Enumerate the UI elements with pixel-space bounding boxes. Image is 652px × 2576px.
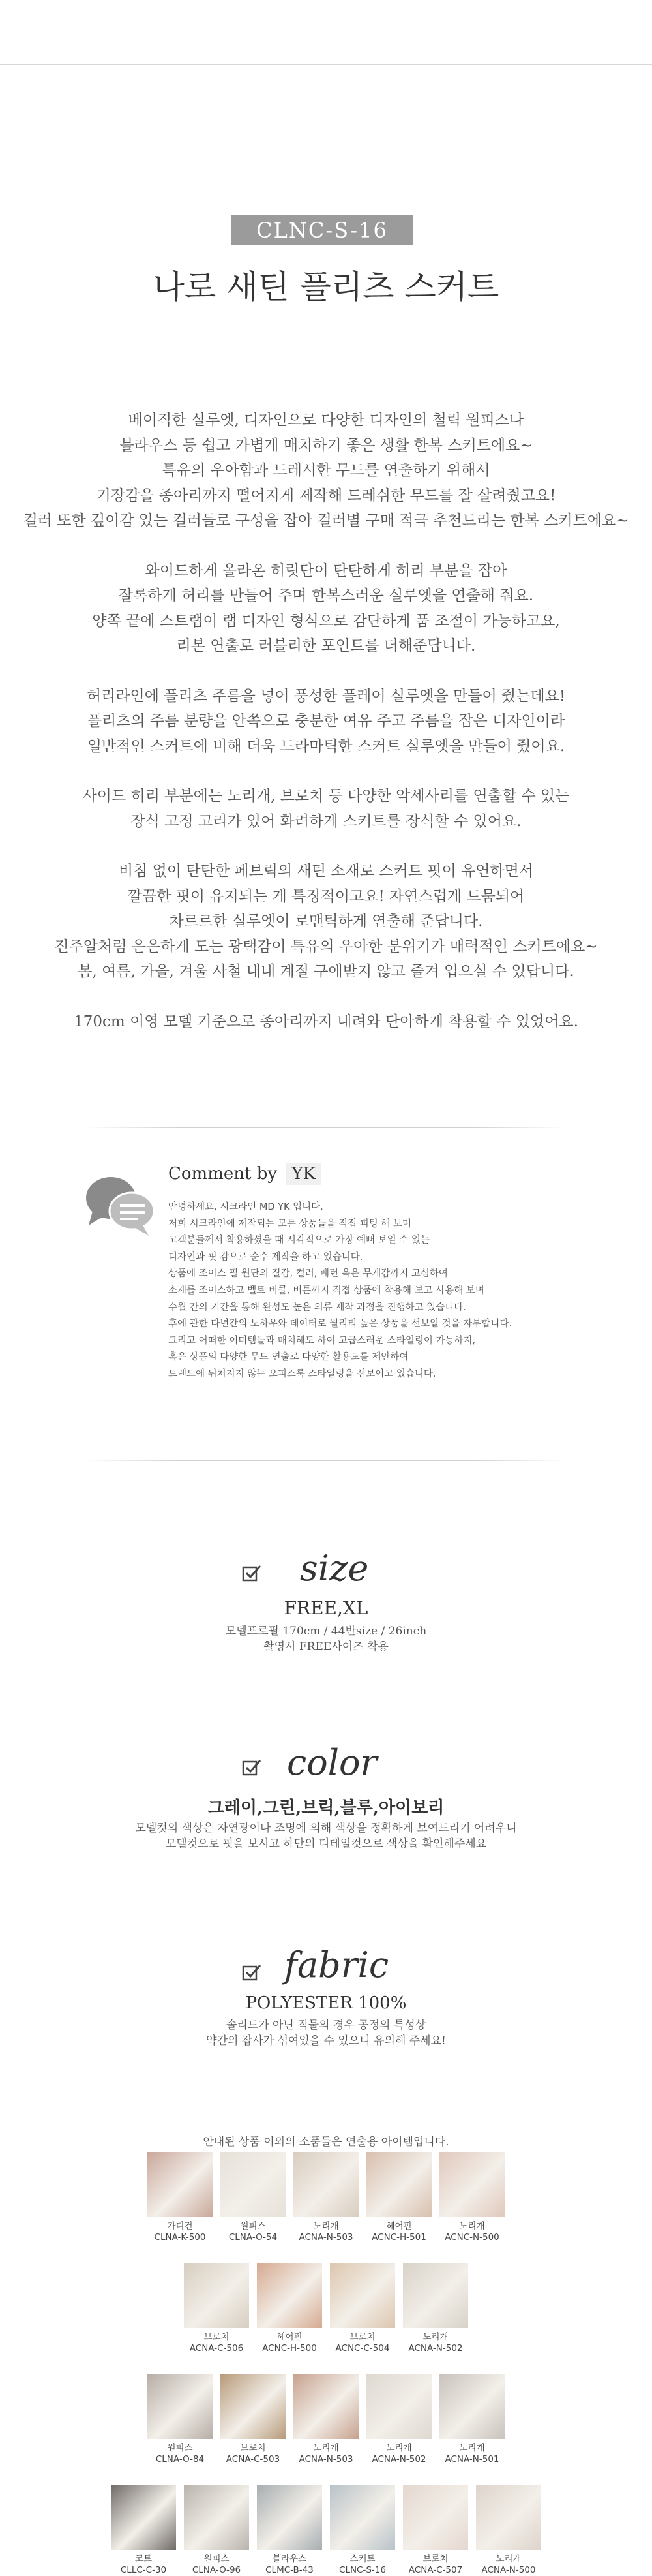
product-thumbnail[interactable]: [220, 2152, 286, 2217]
size-check-icon: [241, 1563, 262, 1584]
description-paragraph: [13, 1009, 639, 1035]
color-check-icon: [241, 1757, 262, 1778]
product-thumbnail[interactable]: [330, 2263, 395, 2328]
comment-line: 수월 간의 기간을 통해 완성도 높은 의류 제작 과정을 진행하고 있습니다.: [168, 1302, 466, 1313]
product-card[interactable]: [439, 2374, 505, 2465]
product-name: 블라우스: [272, 2554, 307, 2564]
product-code: CLNA-O-96: [192, 2565, 241, 2575]
description-line: 사이드 허리 부분에는 노리개, 브로치 등 다양한 악세사리를 연출할 수 있는: [82, 788, 570, 805]
comment-line: 소재를 조이스하고 벨트 버클, 버튼까지 직접 상품에 착용해 보고 사용해 보며: [168, 1285, 484, 1296]
product-code: CLNA-O-54: [228, 2232, 278, 2243]
fabric-main: POLYESTER 100%: [245, 1993, 407, 2013]
product-thumbnail[interactable]: [257, 2263, 322, 2328]
product-name: 노리개: [313, 2443, 339, 2453]
description-line: 기장감을 종아리까지 떨어지게 제작해 드레쉬한 무드를 잘 살려줬고요!: [96, 487, 556, 504]
product-name: 노리개: [422, 2332, 449, 2342]
fabric-sub-line: 약간의 잡사가 섞여있을 수 있으니 유의해 주세요!: [206, 2034, 446, 2047]
product-card[interactable]: [184, 2485, 249, 2576]
comment-line: 트렌드에 뒤처지지 않는 오피스룩 스타일링을 선보이고 있습니다.: [168, 1368, 436, 1379]
product-card[interactable]: [330, 2263, 395, 2354]
product-thumbnail[interactable]: [220, 2374, 286, 2439]
product-code: CLNA-K-500: [154, 2232, 206, 2243]
description-paragraph: [13, 684, 639, 759]
description-paragraph: [13, 784, 639, 834]
comment-label: Comment by: [168, 1164, 278, 1184]
color-title: color: [287, 1742, 378, 1783]
products-notice: 안내된 상품 이외의 소품들은 연출용 아이템입니다.: [203, 2136, 449, 2149]
description-line: 진주알처럼 은은하게 도는 광택감이 특유의 우아한 분위기가 매력적인 스커트에요~: [54, 938, 598, 955]
product-code: ACNC-C-504: [335, 2343, 390, 2354]
size-main: FREE,XL: [284, 1597, 368, 1619]
product-thumbnail[interactable]: [330, 2485, 395, 2550]
product-code: ACNA-N-501: [445, 2454, 499, 2464]
product-thumbnail[interactable]: [111, 2485, 176, 2550]
color-sub-line: 모델컷으로 핏을 보시고 하단의 디테일컷으로 색상을 확인해주세요: [165, 1837, 487, 1850]
size-title: size: [300, 1548, 369, 1589]
description-line: 170cm 이영 모델 기준으로 종아리까지 내려와 단아하게 착용할 수 있었어요.: [74, 1013, 578, 1030]
product-card[interactable]: [476, 2485, 541, 2576]
comment-heading: [168, 1163, 321, 1185]
product-name: 스커트: [349, 2554, 376, 2564]
product-name: 헤어핀: [386, 2221, 412, 2231]
product-name: 원피스: [240, 2221, 266, 2231]
product-code: ACNA-N-503: [299, 2232, 353, 2243]
comment-body: [168, 1199, 625, 1383]
size-sub: [0, 1623, 652, 1655]
product-card[interactable]: [147, 2374, 213, 2465]
product-thumbnail[interactable]: [293, 2374, 359, 2439]
product-card[interactable]: [147, 2152, 213, 2243]
size-sub-line: 모델프로필 170cm / 44반size / 26inch: [225, 1625, 427, 1638]
comment-line: 후에 관한 다년간의 노하우와 데이터로 월리티 높은 상품을 선보일 것을 자부합니다.: [168, 1319, 512, 1330]
product-thumbnail[interactable]: [439, 2152, 505, 2217]
size-sub-line: 촬영시 FREE사이즈 착용: [263, 1640, 389, 1653]
product-thumbnail[interactable]: [184, 2263, 249, 2328]
description-paragraph: [13, 859, 639, 985]
product-thumbnail[interactable]: [184, 2485, 249, 2550]
description-line: 장식 고정 고리가 있어 화려하게 스커트를 장식할 수 있어요.: [130, 812, 522, 830]
description-line: 플리츠의 주름 분량을 안쪽으로 충분한 여유 주고 주름을 잡은 디자인이라: [87, 713, 565, 729]
product-name: 가디건: [167, 2221, 193, 2231]
description-line: 일반적인 스커트에 비해 더욱 드라마틱한 스커트 실루엣을 만들어 줬어요.: [87, 737, 565, 755]
description-line: 리본 연출로 러블리한 포인트를 더해준답니다.: [176, 637, 476, 654]
description-line: 깔끔한 핏이 유지되는 게 특징적이고요! 자연스럽게 드뭄되어: [127, 887, 525, 905]
product-card[interactable]: [293, 2374, 359, 2465]
product-description: [13, 408, 639, 1059]
description-paragraph: [13, 408, 639, 534]
product-name: 원피스: [203, 2554, 230, 2564]
product-code: ACNC-H-501: [372, 2232, 426, 2243]
description-paragraph: [13, 559, 639, 659]
description-line: 베이직한 실루엣, 디자인으로 다양한 디자인의 철릭 원피스나: [128, 412, 524, 429]
product-card[interactable]: [220, 2152, 286, 2243]
product-thumbnail[interactable]: [476, 2485, 541, 2550]
product-thumbnail[interactable]: [293, 2152, 359, 2217]
product-card[interactable]: [366, 2374, 432, 2465]
product-name: 노리개: [496, 2554, 522, 2564]
fabric-sub: [0, 2017, 652, 2049]
product-code: CLMC-B-43: [265, 2565, 314, 2575]
product-code: ACNC-N-500: [445, 2232, 499, 2243]
fabric-check-icon: [241, 1962, 262, 1983]
product-name: 노리개: [459, 2221, 485, 2231]
product-thumbnail[interactable]: [403, 2263, 468, 2328]
product-code: ACNC-H-500: [262, 2343, 317, 2354]
comment-line: 혹은 상품의 다양한 무드 연출로 다양한 활용도를 제안하여: [168, 1352, 409, 1363]
comment-bottom-divider: [85, 1460, 567, 1461]
product-code: ACNA-N-502: [408, 2343, 463, 2354]
product-card[interactable]: [403, 2485, 468, 2576]
description-line: 봄, 여름, 가을, 겨울 사철 내내 계절 구애받지 않고 즐겨 입으실 수 있답니다.: [78, 963, 574, 980]
product-title: 나로 새틴 플리츠 스커트: [153, 268, 499, 306]
product-thumbnail[interactable]: [257, 2485, 322, 2550]
product-code: ACNA-N-503: [299, 2454, 353, 2464]
product-card[interactable]: [257, 2485, 322, 2576]
color-sub-line: 모델컷의 색상은 자연광이나 조명에 의해 색상을 정확하게 보여드리기 어려우니: [135, 1822, 517, 1835]
description-line: 블라우스 등 쉽고 가볍게 매치하기 좋은 생활 한복 스커트에요~: [119, 437, 533, 454]
comment-line: 안녕하세요, 시크라인 MD YK 입니다.: [168, 1202, 323, 1212]
fabric-title: fabric: [284, 1944, 389, 1986]
product-thumbnail[interactable]: [147, 2374, 213, 2439]
product-card[interactable]: [330, 2485, 395, 2576]
product-card[interactable]: [439, 2152, 505, 2243]
comment-line: 고객분들께서 착용하셨을 때 시각적으로 가장 예뻐 보일 수 있는: [168, 1235, 430, 1246]
product-name: 원피스: [167, 2443, 193, 2453]
product-code: CLLC-C-30: [120, 2565, 167, 2575]
description-line: 양쪽 끝에 스트랩이 랩 디자인 형식으로 감단하게 품 조절이 가능하고요,: [92, 612, 560, 630]
comment-line: 그리고 어떠한 이미템들과 매치해도 하여 고급스러운 스타일링이 가능하지,: [168, 1335, 476, 1346]
product-name: 브로치: [240, 2443, 266, 2453]
product-card[interactable]: [111, 2485, 176, 2576]
product-thumbnail[interactable]: [147, 2152, 213, 2217]
description-line: 특유의 우아함과 드레시한 무드를 연출하기 위해서: [162, 462, 490, 479]
description-line: 차르르한 실루엣이 로맨틱하게 연출해 준답니다.: [169, 913, 483, 930]
product-code: ACNA-N-502: [372, 2454, 426, 2464]
comment-bubbles-icon: [83, 1173, 156, 1238]
product-code: ACNA-N-500: [481, 2565, 536, 2575]
product-name: 브로치: [349, 2332, 376, 2342]
product-name: 브로치: [422, 2554, 449, 2564]
comment-top-divider: [85, 1127, 567, 1128]
product-card[interactable]: [293, 2152, 359, 2243]
product-thumbnail[interactable]: [439, 2374, 505, 2439]
description-line: 허리라인에 플리츠 주름을 넣어 풍성한 플레어 실루엣을 만들어 줬는데요!: [86, 687, 566, 705]
product-card[interactable]: [403, 2263, 468, 2354]
product-code: CLNA-O-84: [155, 2454, 205, 2464]
product-name: 코트: [134, 2554, 153, 2564]
comment-line: 상품에 조이스 필 원단의 질감, 컬러, 패턴 옥은 무게감까지 고심하여: [168, 1268, 448, 1280]
product-card[interactable]: [220, 2374, 286, 2465]
product-thumbnail[interactable]: [403, 2485, 468, 2550]
product-code: ACNA-C-506: [189, 2343, 244, 2354]
product-code: ACNA-C-503: [226, 2454, 280, 2464]
comment-line: 저희 시크라인에 제작되는 모든 상품들을 직접 피팅 해 보며: [168, 1218, 412, 1229]
comment-author: YK: [286, 1163, 321, 1185]
color-main: 그레이,그린,브릭,블루,아이보리: [207, 1798, 445, 1818]
product-code: CLNC-S-16: [339, 2565, 386, 2575]
product-thumbnail[interactable]: [366, 2152, 432, 2217]
comment-line: 디자인과 핏 감으로 순수 제작을 하고 있습니다.: [168, 1251, 363, 1263]
description-line: 와이드하게 올라온 허릿단이 탄탄하게 허리 부분을 잡아: [145, 562, 507, 579]
color-sub: [0, 1820, 652, 1852]
product-name: 노리개: [386, 2443, 412, 2453]
top-divider: [0, 64, 652, 65]
product-name: 헤어핀: [276, 2332, 303, 2342]
description-line: 컬러 또한 깊이감 있는 컬러들로 구성을 잡아 컬러별 구매 적극 추천드리는 한복 스커트에요~: [23, 512, 629, 529]
product-code-badge: CLNC-S-16: [231, 215, 413, 245]
product-name: 브로치: [203, 2332, 230, 2342]
description-line: 비침 없이 탄탄한 페브릭의 새틴 소재로 스커트 핏이 유연하면서: [118, 863, 534, 880]
product-card[interactable]: [184, 2263, 249, 2354]
product-thumbnail[interactable]: [366, 2374, 432, 2439]
product-code: ACNA-C-507: [408, 2565, 463, 2575]
description-line: 잘록하게 허리를 만들어 주며 한복스러운 실루엣을 연출해 줘요.: [118, 587, 534, 604]
fabric-sub-line: 솔리드가 아닌 직물의 경우 공정의 특성상: [226, 2019, 426, 2032]
product-card[interactable]: [366, 2152, 432, 2243]
product-name: 노리개: [313, 2221, 339, 2231]
product-name: 노리개: [459, 2443, 485, 2453]
product-card[interactable]: [257, 2263, 322, 2354]
